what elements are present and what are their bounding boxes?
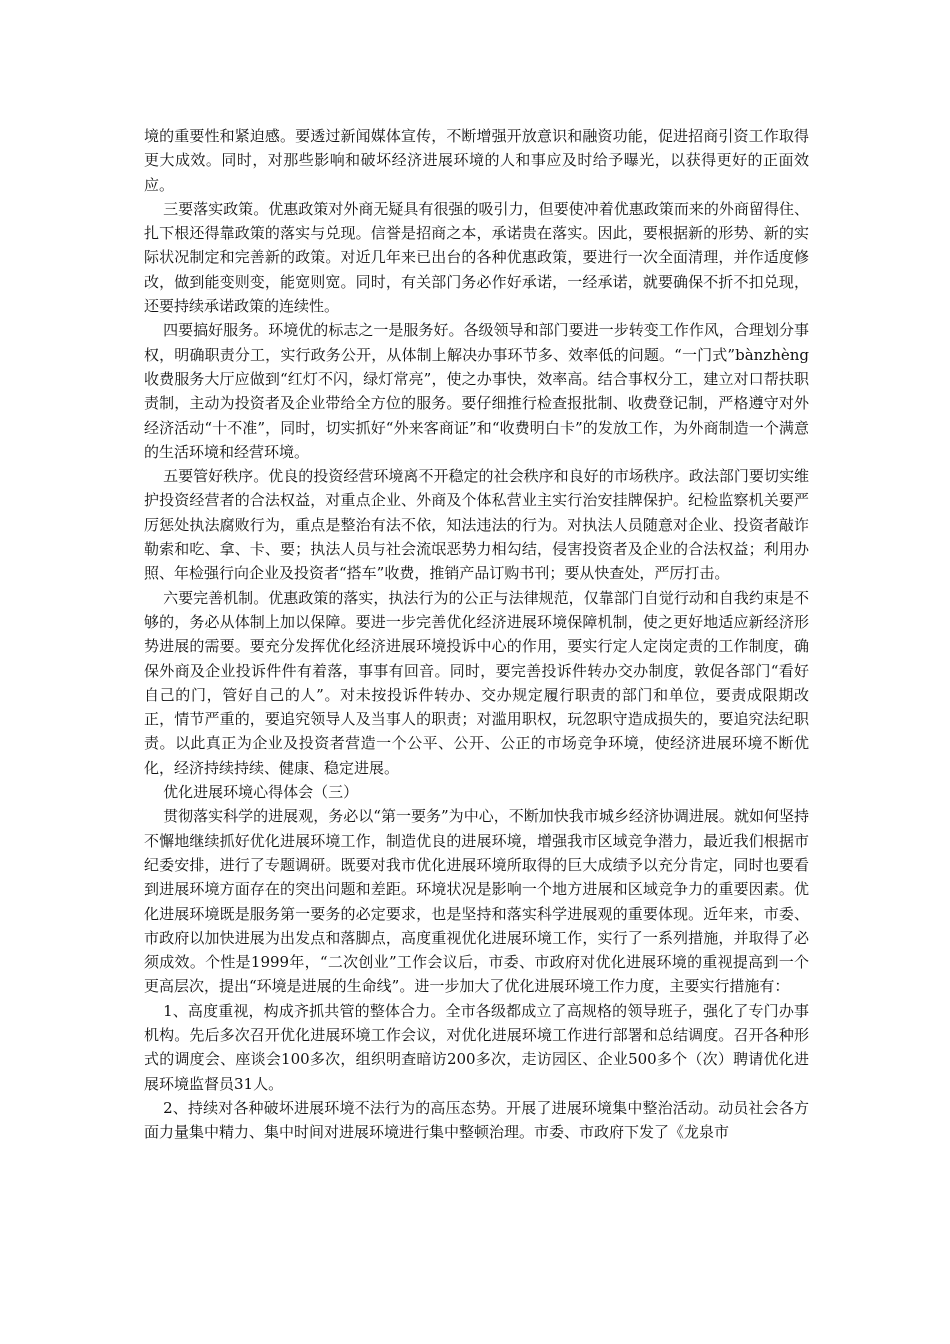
list-item-1: 1、高度重视，构成齐抓共管的整体合力。全市各级都成立了高规格的领导班子，强化了专门办事机构。先后多次召开优化进展环境工作会议，对优化进展环境工作进行部署和总结调度。召开各种形式的调度会、座谈会100多次，组织明查暗访200多次，走访园区、企业500多个（次）聘请优化进展环境监督员31人。 xyxy=(144,1001,809,1093)
paragraph-policy: 三要落实政策。优惠政策对外商无疑具有很强的吸引力，但要使冲着优惠政策而来的外商留得住、扎下根还得靠政策的落实与兑现。信誉是招商之本，承诺贵在落实。因此，要根据新的形势、新的实际状况制定和完善新的政策。对近几年来已出台的各种优惠政策，要进行一次全面清理，并作适度修改，做到能变则变，能宽则宽。同时，有关部门务必作好承诺，一经承诺，就要确保不折不扣兑现，还要持续承诺政策的连续性。 xyxy=(144,199,809,316)
paragraph-service: 四要搞好服务。环境优的标志之一是服务好。各级领导和部门要进一步转变工作作风，合理划分事权，明确职责分工，实行政务公开，从体制上解决办事环节多、效率低的问题。“一门式”bànzhèng收费服务大厅应做到“红灯不闪，绿灯常亮”，使之办事快，效率高。结合事权分工，建立对口帮扶职责制，主动为投资者及企业带给全方位的服务。要仔细推行检查报批制、收费登记制，严格遵守对外经济活动“十不准”，同时，切实抓好“外来客商证”和“收费明白卡”的发放工作，为外商制造一个满意的生活环境和经营环境。 xyxy=(144,321,809,461)
paragraph-continuation: 境的重要性和紧迫感。要透过新闻媒体宣传，不断增强开放意识和融资功能，促进招商引资工作取得更大成效。同时，对那些影响和破坏经济进展环境的人和事应及时给予曝光，以获得更好的正面效应。 xyxy=(144,127,809,194)
section-heading: 优化进展环境心得体会（三） xyxy=(163,783,359,802)
document-page xyxy=(144,124,809,1144)
paragraph-intro: 贯彻落实科学的进展观，务必以“第一要务”为中心，不断加快我市城乡经济协调进展。就如何坚持不懈地继续抓好优化进展环境工作，制造优良的进展环境，增强我市区域竞争潜力，最近我们根据市纪委安排，进行了专题调研。既要对我市优化进展环境所取得的巨大成绩予以充分肯定，同时也要看到进展环境方面存在的突出问题和差距。环境状况是影响一个地方进展和区域竞争力的重要因素。优化进展环境既是服务第一要务的必定要求，也是坚持和落实科学进展观的重要体现。近年来，市委、市政府以加快进展为出发点和落脚点，高度重视优化进展环境工作，实行了一系列措施，并取得了必须成效。个性是1999年，“二次创业”工作会议后，市委、市政府对优化进展环境的重视提高到一个更高层次，提出“环境是进展的生命线”。进一步加大了优化进展环境工作力度，主要实行措施有： xyxy=(144,807,809,996)
list-item-2: 2、持续对各种破坏进展环境不法行为的高压态势。开展了进展环境集中整治活动。动员社会各方面力量集中精力、集中时间对进展环境进行集中整顿治理。市委、市政府下发了《龙泉市 xyxy=(144,1098,809,1142)
paragraph-mechanism: 六要完善机制。优惠政策的落实，执法行为的公正与法律规范，仅靠部门自觉行动和自我约束是不够的，务必从体制上加以保障。要进一步完善优化经济进展环境保障机制，使之更好地适应新经济形势进展的需要。要充分发挥优化经济进展环境投诉中心的作用，要实行定人定岗定责的工作制度，确保外商及企业投诉件件有着落，事事有回音。同时，要完善投诉件转办交办制度，敦促各部门“看好自己的门，管好自己的人”。对未按投诉件转办、交办规定履行职责的部门和单位，要责成限期改正，情节严重的，要追究领导人及当事人的职责；对滥用职权，玩忽职守造成损失的，要追究法纪职责。以此真正为企业及投资者营造一个公平、公开、公正的市场竞争环境，使经济进展环境不断优化，经济持续持续、健康、稳定进展。 xyxy=(144,588,809,777)
paragraph-order: 五要管好秩序。优良的投资经营环境离不开稳定的社会秩序和良好的市场秩序。政法部门要切实维护投资经营者的合法权益，对重点企业、外商及个体私营业主实行治安挂牌保护。纪检监察机关要严厉惩处执法腐败行为，重点是整治有法不依，知法违法的行为。对执法人员随意对企业、投资者敲诈勒索和吃、拿、卡、要；执法人员与社会流氓恶势力相勾结，侵害投资者及企业的合法权益；利用办照、年检强行向企业及投资者“搭车”收费，推销产品订购书刊；要从快查处，严厉打击。 xyxy=(144,467,809,583)
